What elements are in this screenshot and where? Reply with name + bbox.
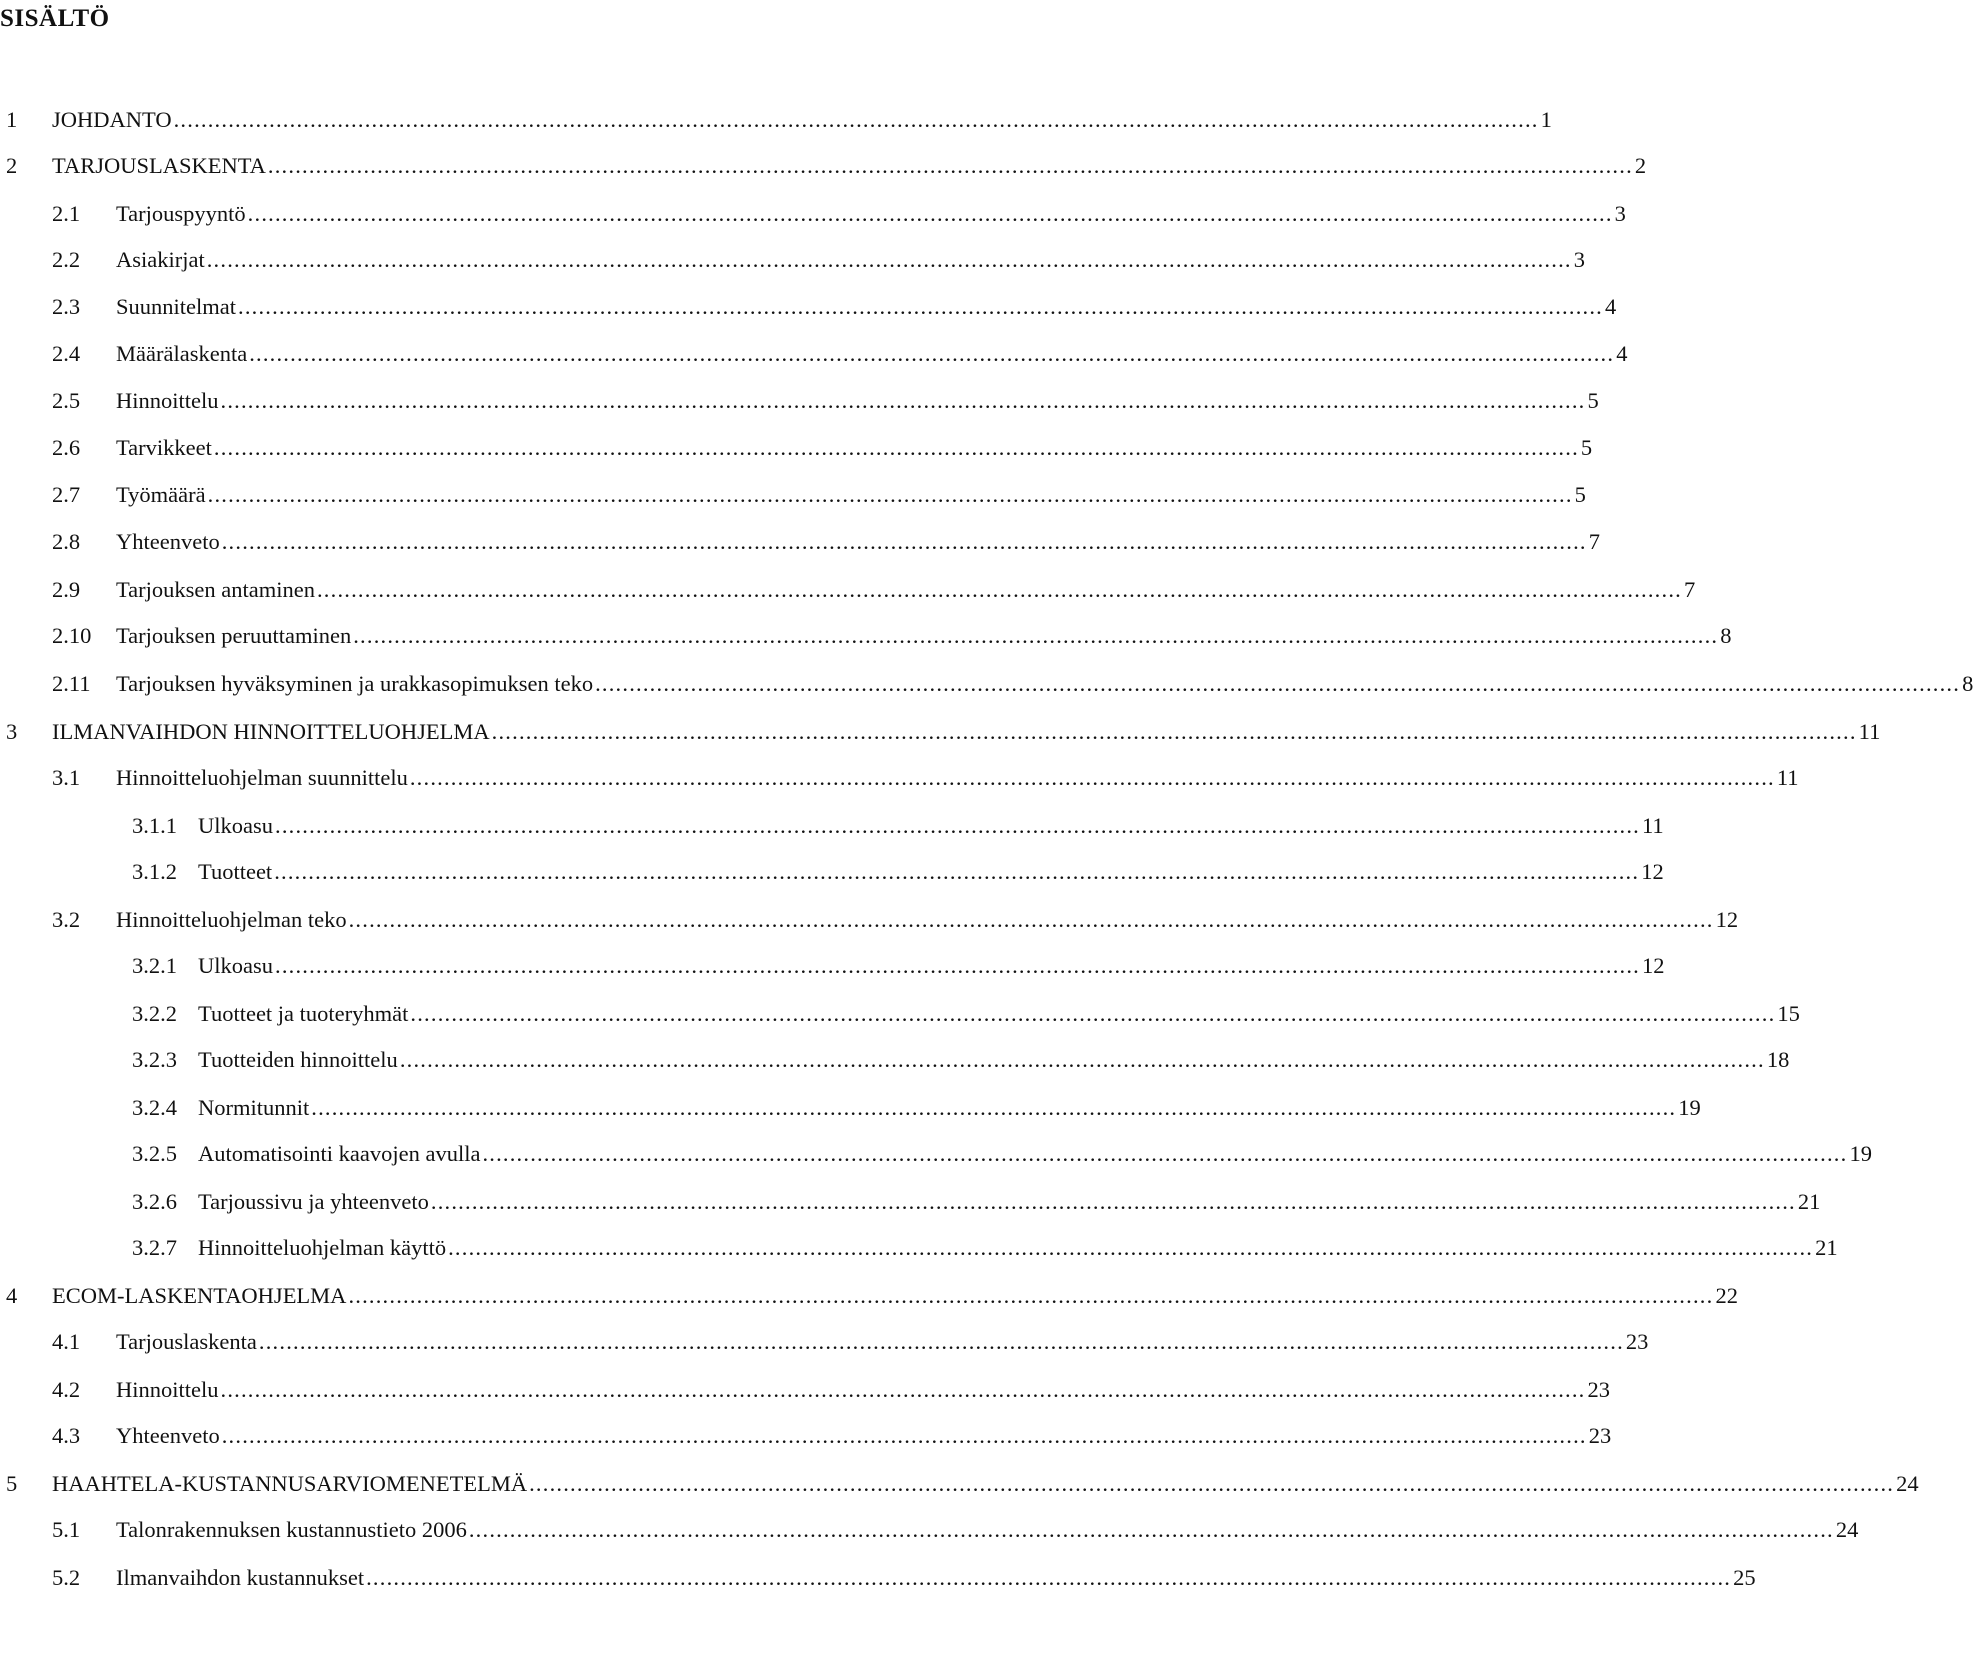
- toc-entry-title: Yhteenveto: [116, 1423, 220, 1448]
- toc-entry-number: 2.9: [52, 577, 81, 602]
- toc-entry-page: 23: [1588, 1423, 1612, 1448]
- toc-dot-leader: ........................................................................................................................................................................................................: [430, 1189, 1796, 1214]
- toc-entry[interactable]: [52, 526, 1600, 558]
- toc-entry-title: JOHDANTO: [52, 107, 172, 132]
- toc-entry-page: 12: [1641, 859, 1664, 884]
- toc-entry-number: 5: [6, 1471, 18, 1496]
- toc-entry[interactable]: [52, 1326, 1649, 1358]
- toc-entry[interactable]: [132, 1186, 1821, 1218]
- toc-dot-leader: ........................................................................................................................................................................................................: [207, 482, 1573, 507]
- toc-entry-number: 3: [6, 719, 18, 744]
- toc-entry-page: 23: [1625, 1329, 1649, 1354]
- toc-entry-number: 2.2: [52, 247, 81, 272]
- toc-dot-leader: ........................................................................................................................................................................................................: [366, 1565, 1732, 1590]
- toc-entry-number: 3.2.7: [132, 1235, 177, 1260]
- toc-entry-title: Talonrakennuksen kustannustieto 2006: [116, 1517, 467, 1542]
- toc-entry-title: HAAHTELA-KUSTANNUSARVIOMENETELMÄ: [52, 1471, 528, 1496]
- toc-entry-page: 1: [1540, 107, 1552, 132]
- toc-entry-number: 3.2.3: [132, 1047, 177, 1072]
- toc-entry-title: Asiakirjat: [116, 247, 205, 272]
- toc-entry-number: 2.6: [52, 435, 81, 460]
- toc-entry[interactable]: [132, 810, 1664, 842]
- toc-dot-leader: ........................................................................................................................................................................................................: [206, 247, 1572, 272]
- toc-entry-title: Tarvikkeet: [116, 435, 212, 460]
- toc-entry-page: 3: [1614, 201, 1626, 226]
- toc-entry[interactable]: [52, 479, 1586, 511]
- toc-entry[interactable]: [52, 198, 1626, 230]
- toc-entry-number: 2.8: [52, 529, 81, 554]
- toc-dot-leader: ........................................................................................................................................................................................................: [410, 1001, 1776, 1026]
- toc-entry-title: Hinnoittelu: [116, 1377, 219, 1402]
- toc-entry-number: 2.1: [52, 201, 81, 226]
- toc-entry-page: 3: [1573, 247, 1585, 272]
- toc-entry[interactable]: [52, 385, 1599, 417]
- toc-entry[interactable]: [132, 1044, 1790, 1076]
- toc-dot-leader: ........................................................................................................................................................................................................: [213, 435, 1579, 460]
- toc-entry-title: Tarjouksen hyväksyminen ja urakkasopimuksen teko: [116, 671, 594, 696]
- toc-entry-number: 3.2.1: [132, 953, 177, 978]
- toc-entry-page: 7: [1588, 529, 1600, 554]
- toc-dot-leader: ........................................................................................................................................................................................................: [275, 813, 1640, 838]
- toc-entry-number: 2.3: [52, 294, 81, 319]
- toc-entry[interactable]: [6, 104, 1552, 136]
- toc-dot-leader: ........................................................................................................................................................................................................: [220, 1377, 1586, 1402]
- toc-dot-leader: ........................................................................................................................................................................................................: [353, 623, 1719, 648]
- toc-entry-number: 4.2: [52, 1377, 81, 1402]
- toc-entry-page: 18: [1766, 1047, 1790, 1072]
- toc-dot-leader: ........................................................................................................................................................................................................: [316, 577, 1682, 602]
- toc-dot-leader: ........................................................................................................................................................................................................: [249, 341, 1615, 366]
- toc-entry-page: 5: [1587, 388, 1599, 413]
- toc-entry-number: 3.2.4: [132, 1095, 177, 1120]
- toc-entry-number: 2.11: [52, 671, 91, 696]
- toc-dot-leader: ........................................................................................................................................................................................................: [275, 953, 1640, 978]
- toc-entry-number: 3.1.2: [132, 859, 177, 884]
- toc-entry-title: Tuotteet ja tuoteryhmät: [198, 1001, 409, 1026]
- toc-entry[interactable]: [52, 620, 1732, 652]
- toc-entry[interactable]: [52, 574, 1696, 606]
- toc-entry-title: Määrälaskenta: [116, 341, 248, 366]
- toc-entry[interactable]: [6, 1280, 1738, 1312]
- toc-dot-leader: ........................................................................................................................................................................................................: [348, 1283, 1714, 1308]
- toc-entry-number: 5.2: [52, 1565, 81, 1590]
- toc-entry[interactable]: [132, 998, 1800, 1030]
- toc-dot-leader: ........................................................................................................................................................................................................: [491, 719, 1857, 744]
- toc-entry-title: Tarjouksen peruuttaminen: [116, 623, 352, 648]
- toc-entry-title: ILMANVAIHDON HINNOITTELUOHJELMA: [52, 719, 490, 744]
- toc-entry[interactable]: [132, 950, 1665, 982]
- toc-entry-number: 2.7: [52, 482, 81, 507]
- toc-entry-title: Työmäärä: [116, 482, 206, 507]
- toc-entry[interactable]: [132, 856, 1664, 888]
- toc-entry-page: 2: [1634, 153, 1647, 178]
- toc-entry[interactable]: [52, 904, 1739, 936]
- toc-entry-number: 3.1: [52, 765, 81, 790]
- toc-entry-title: Ulkoasu: [198, 813, 273, 838]
- toc-entry[interactable]: [52, 1374, 1610, 1406]
- toc-entry-page: 8: [1962, 671, 1973, 696]
- toc-dot-leader: ........................................................................................................................................................................................................: [448, 1235, 1814, 1260]
- toc-entry[interactable]: [132, 1138, 1872, 1170]
- toc-entry[interactable]: [52, 338, 1628, 370]
- toc-entry[interactable]: [6, 1468, 1919, 1500]
- toc-entry-title: ECOM-LASKENTAOHJELMA: [52, 1283, 347, 1308]
- toc-dot-leader: ........................................................................................................................................................................................................: [409, 765, 1775, 790]
- toc-entry-page: 19: [1678, 1095, 1701, 1120]
- toc-entry-page: 25: [1733, 1565, 1756, 1590]
- toc-entry-page: 5: [1580, 435, 1593, 460]
- toc-entry-page: 7: [1683, 577, 1696, 602]
- toc-entry-page: 21: [1797, 1189, 1821, 1214]
- toc-entry[interactable]: [52, 432, 1593, 464]
- toc-entry-number: 4: [6, 1283, 18, 1308]
- toc-entry-title: Ulkoasu: [198, 953, 273, 978]
- toc-dot-leader: ........................................................................................................................................................................................................: [247, 201, 1613, 226]
- toc-entry-page: 15: [1777, 1001, 1800, 1026]
- toc-entry-number: 3.2.2: [132, 1001, 177, 1026]
- toc-entry-number: 2: [6, 153, 18, 178]
- toc-entry-page: 24: [1896, 1471, 1919, 1496]
- toc-dot-leader: ........................................................................................................................................................................................................: [220, 388, 1586, 413]
- toc-entry-number: 4.1: [52, 1329, 81, 1354]
- toc-entry-number: 1: [6, 107, 18, 132]
- toc-dot-leader: ........................................................................................................................................................................................................: [311, 1095, 1677, 1120]
- toc-entry-number: 3.1.1: [132, 813, 177, 838]
- toc-entry-title: Normitunnit: [198, 1095, 310, 1120]
- toc-entry-title: Hinnoitteluohjelman käyttö: [198, 1235, 447, 1260]
- toc-dot-leader: ........................................................................................................................................................................................................: [482, 1141, 1848, 1166]
- toc-dot-leader: ........................................................................................................................................................................................................: [173, 107, 1539, 132]
- toc-entry-title: Hinnoittelu: [116, 388, 219, 413]
- toc-entry-page: 4: [1605, 294, 1617, 319]
- toc-entry-page: 23: [1587, 1377, 1610, 1402]
- toc-dot-leader: ........................................................................................................................................................................................................: [399, 1047, 1765, 1072]
- toc-entry[interactable]: [132, 1232, 1838, 1264]
- toc-dot-leader: ........................................................................................................................................................................................................: [258, 1329, 1624, 1354]
- toc-entry-page: 11: [1642, 813, 1664, 838]
- toc-entry-number: 2.10: [52, 623, 92, 648]
- toc-entry-title: Hinnoitteluohjelman suunnittelu: [116, 765, 408, 790]
- toc-dot-leader: ........................................................................................................................................................................................................: [348, 907, 1714, 932]
- toc-entry[interactable]: [52, 1514, 1859, 1546]
- toc-entry-page: 21: [1815, 1235, 1838, 1260]
- toc-entry[interactable]: [52, 762, 1799, 794]
- toc-entry-page: 22: [1715, 1283, 1738, 1308]
- toc-entry-number: 3.2.6: [132, 1189, 177, 1214]
- toc-entry-title: Ilmanvaihdon kustannukset: [116, 1565, 365, 1590]
- toc-dot-leader: ........................................................................................................................................................................................................: [221, 529, 1587, 554]
- toc-entry-page: 11: [1776, 765, 1799, 790]
- toc-dot-leader: ........................................................................................................................................................................................................: [267, 153, 1633, 178]
- toc-dot-leader: ........................................................................................................................................................................................................: [529, 1471, 1895, 1496]
- toc-entry-number: 5.1: [52, 1517, 81, 1542]
- toc-entry-title: Tarjouslaskenta: [116, 1329, 257, 1354]
- toc-entry-page: 4: [1616, 341, 1628, 366]
- toc-entry[interactable]: [52, 244, 1585, 276]
- toc-entry[interactable]: [52, 668, 1973, 700]
- toc-dot-leader: ........................................................................................................................................................................................................: [595, 671, 1961, 696]
- toc-entry-title: Tarjouspyyntö: [116, 201, 246, 226]
- toc-entry-page: 5: [1574, 482, 1586, 507]
- toc-entry-title: Tuotteiden hinnoittelu: [198, 1047, 398, 1072]
- toc-entry-title: Suunnitelmat: [116, 294, 236, 319]
- toc-dot-leader: ........................................................................................................................................................................................................: [238, 294, 1603, 319]
- toc-entry-page: 19: [1849, 1141, 1872, 1166]
- toc-dot-leader: ........................................................................................................................................................................................................: [274, 859, 1640, 884]
- toc-entry[interactable]: [6, 150, 1647, 182]
- toc-entry-number: 2.5: [52, 388, 81, 413]
- toc-entry[interactable]: [6, 716, 1881, 748]
- toc-entry[interactable]: [52, 1562, 1756, 1594]
- toc-entry-number: 4.3: [52, 1423, 81, 1448]
- page-title: SISÄLTÖ: [0, 5, 110, 32]
- toc-entry-page: 24: [1835, 1517, 1859, 1542]
- toc-entry[interactable]: [52, 291, 1617, 323]
- toc-entry-title: Tarjouksen antaminen: [116, 577, 315, 602]
- toc-entry-page: 8: [1720, 623, 1732, 648]
- toc-entry-page: 12: [1642, 953, 1665, 978]
- toc-dot-leader: ........................................................................................................................................................................................................: [468, 1517, 1834, 1542]
- toc-entry-number: 3.2.5: [132, 1141, 177, 1166]
- toc-entry-page: 11: [1858, 719, 1881, 744]
- toc-entry-title: Automatisointi kaavojen avulla: [198, 1141, 481, 1166]
- toc-entry-page: 12: [1715, 907, 1739, 932]
- toc-entry[interactable]: [132, 1092, 1701, 1124]
- toc-entry-number: 3.2: [52, 907, 81, 932]
- toc-dot-leader: ........................................................................................................................................................................................................: [221, 1423, 1587, 1448]
- toc-entry-title: Tarjoussivu ja yhteenveto: [198, 1189, 429, 1214]
- toc-entry[interactable]: [52, 1420, 1612, 1452]
- toc-entry-title: Yhteenveto: [116, 529, 220, 554]
- toc-entry-title: Hinnoitteluohjelman teko: [116, 907, 347, 932]
- toc-entry-title: TARJOUSLASKENTA: [52, 153, 266, 178]
- toc-entry-title: Tuotteet: [198, 859, 273, 884]
- toc-entry-number: 2.4: [52, 341, 81, 366]
